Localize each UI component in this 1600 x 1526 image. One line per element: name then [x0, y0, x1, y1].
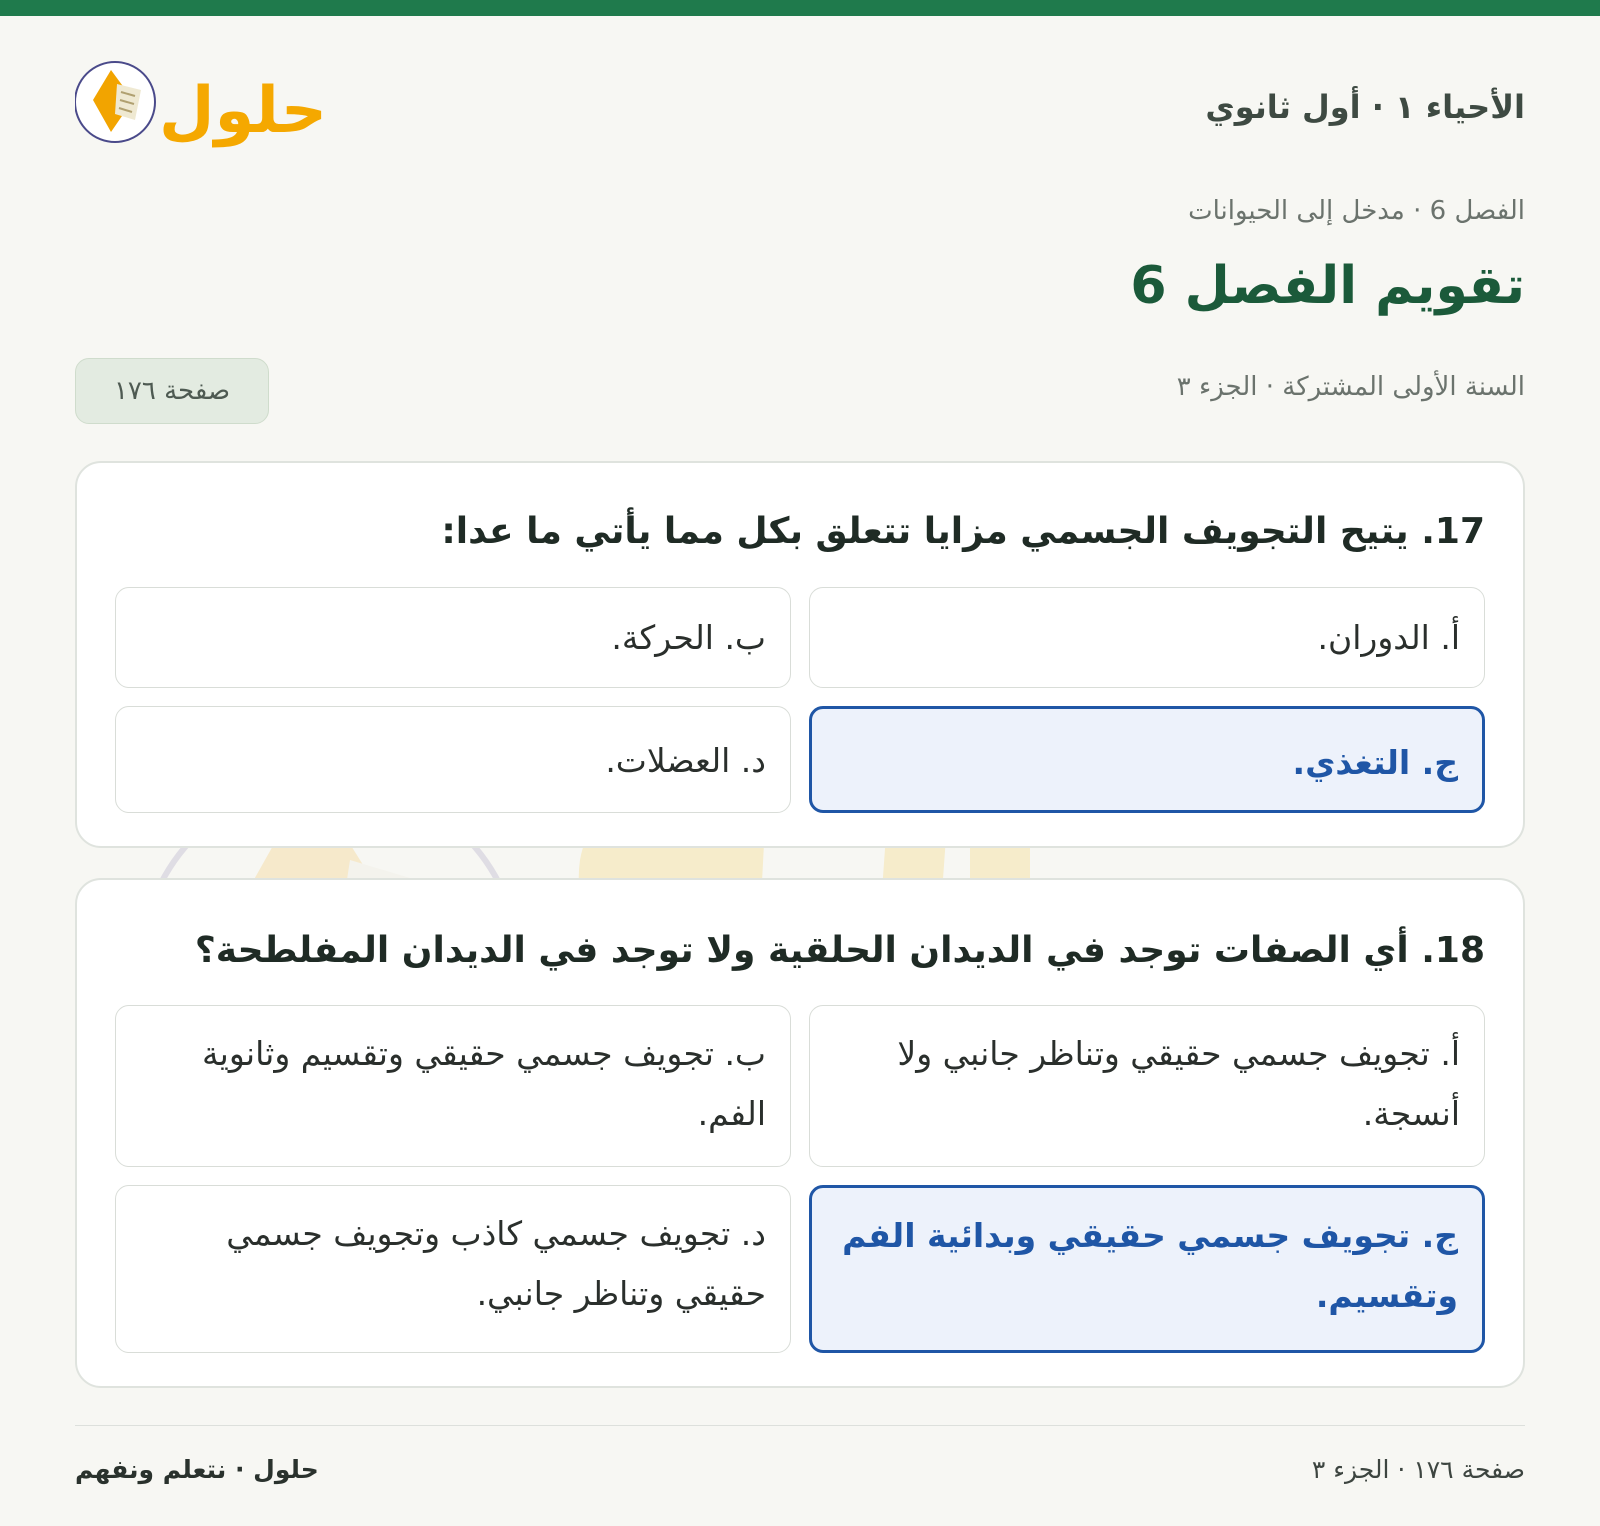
- question-text: 17. يتيح التجويف الجسمي مزايا تتعلق بكل مما يأتي ما عدا:: [441, 511, 1485, 552]
- answer-option-d[interactable]: د. العضلات.: [115, 706, 791, 813]
- answer-option-a[interactable]: أ. الدوران.: [809, 587, 1485, 688]
- answer-option-c-correct[interactable]: ج. التغذي.: [809, 706, 1485, 813]
- question-card-17: [75, 461, 1525, 848]
- question-card-18: [75, 878, 1525, 1388]
- answer-option-a[interactable]: أ. تجويف جسمي حقيقي وتناظر جانبي ولا أنسجة.: [809, 1005, 1485, 1167]
- answer-option-b[interactable]: ب. الحركة.: [115, 587, 791, 688]
- logo-text: حلول: [159, 74, 327, 148]
- answer-option-b[interactable]: ب. تجويف جسمي حقيقي وتقسيم وثانوية الفم.: [115, 1005, 791, 1167]
- top-accent-bar: [0, 0, 1600, 16]
- page-header: [75, 50, 1525, 170]
- book-meta: السنة الأولى المشتركة · الجزء ٣: [1176, 372, 1525, 402]
- answer-option-c-correct[interactable]: ج. تجويف جسمي حقيقي وبدائية الفم وتقسيم.: [809, 1185, 1485, 1353]
- footer-divider: [75, 1425, 1525, 1426]
- subject-title: الأحياء ١ · أول ثانوي: [1205, 88, 1525, 126]
- footer-page-info: صفحة ١٧٦ · الجزء ٣: [1311, 1455, 1525, 1484]
- page-title: تقويم الفصل 6: [1130, 256, 1525, 316]
- chapter-breadcrumb: الفصل 6 · مدخل إلى الحيوانات: [1188, 196, 1525, 226]
- footer-brand: حلول · نتعلم ونفهم: [75, 1455, 319, 1484]
- answer-option-d[interactable]: د. تجويف جسمي كاذب وتجويف جسمي حقيقي وتناظر جانبي.: [115, 1185, 791, 1353]
- question-text: 18. أي الصفات توجد في الديدان الحلقية ولا توجد في الديدان المفلطحة؟: [194, 930, 1485, 971]
- page-number-badge: صفحة ١٧٦: [75, 358, 269, 424]
- hulul-logo[interactable]: [75, 50, 335, 160]
